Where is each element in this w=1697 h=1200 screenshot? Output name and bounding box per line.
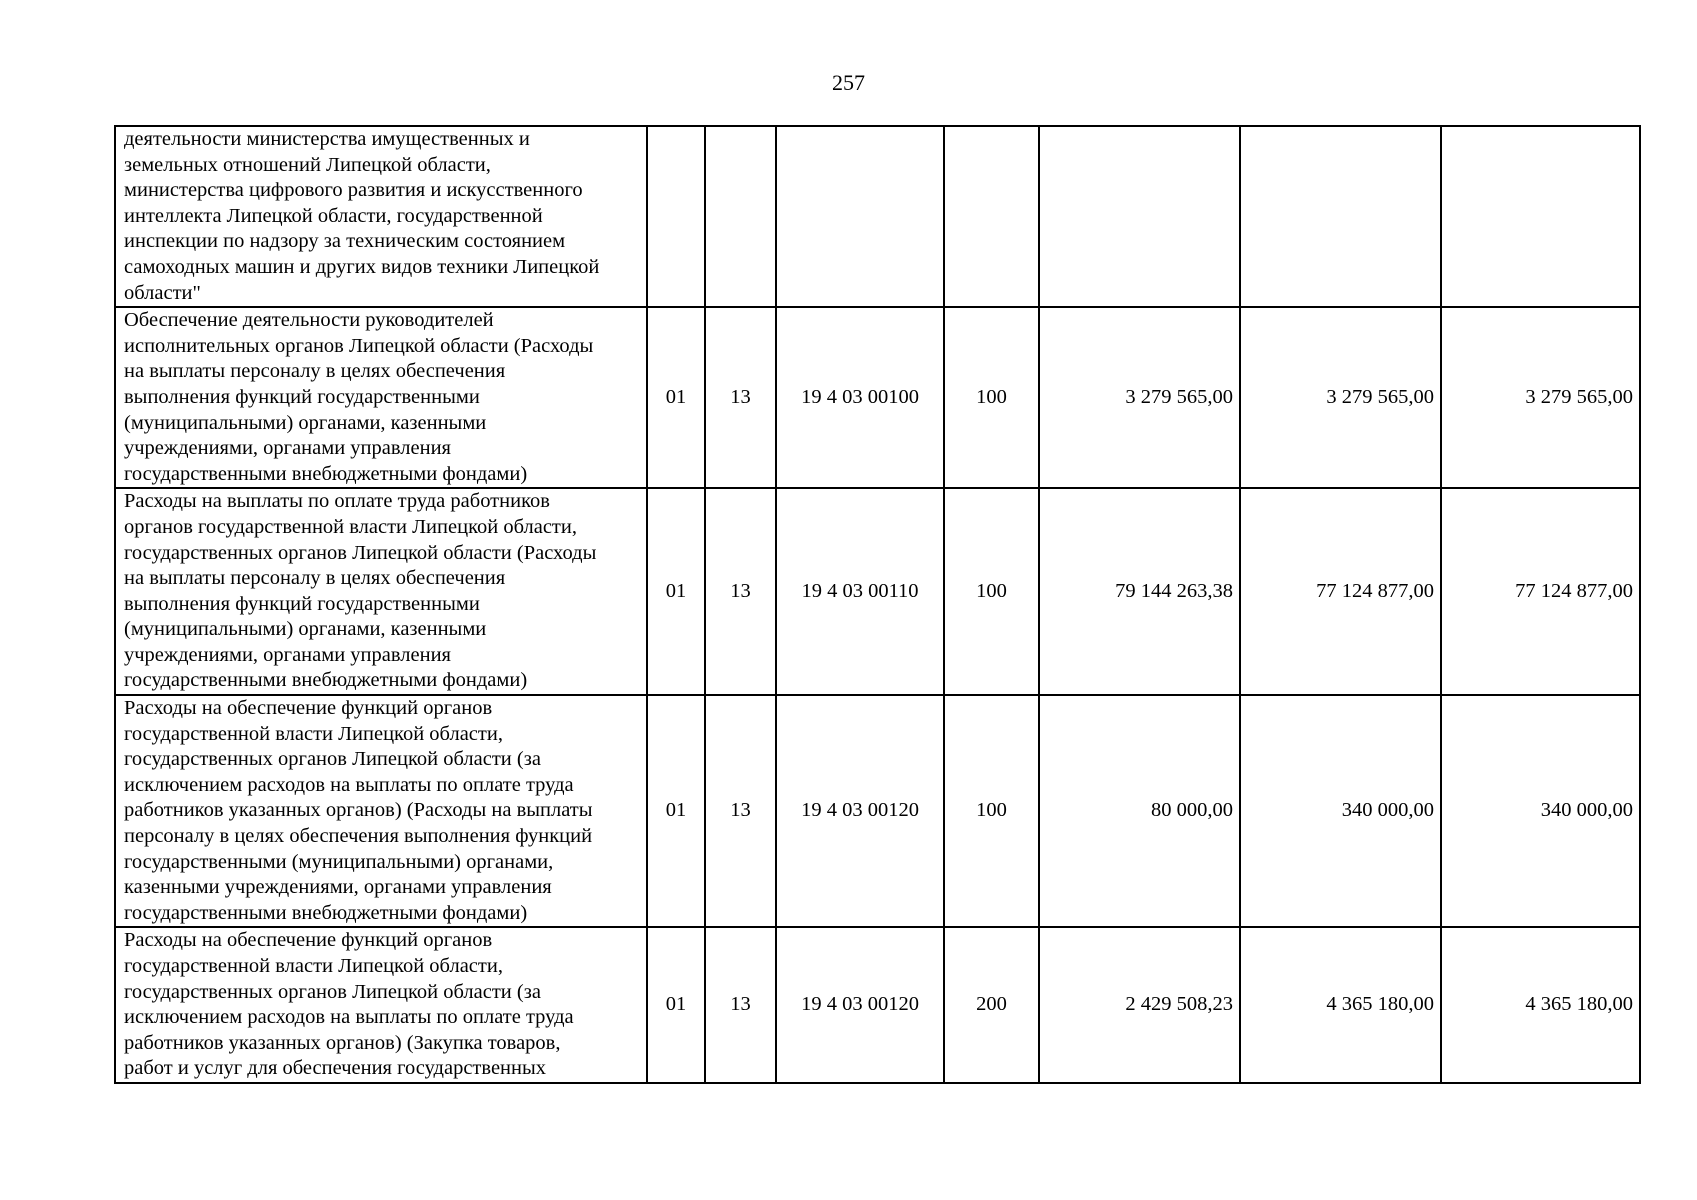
section-code-cell: 01 bbox=[647, 307, 705, 488]
subsection-code-cell bbox=[705, 126, 776, 307]
description-line: персоналу в целях обеспечения выполнения функций bbox=[124, 825, 593, 848]
description-line: исключением расходов на выплаты по оплате труда bbox=[124, 773, 574, 796]
description-line: государственными внебюджетными фондами) bbox=[124, 901, 528, 924]
amount-year2-cell: 3 279 565,00 bbox=[1240, 307, 1441, 488]
description-line: учреждениями, органами управления bbox=[124, 643, 451, 666]
description-line: исключением расходов на выплаты по оплате труда bbox=[124, 1006, 574, 1029]
expense-type-cell bbox=[944, 126, 1039, 307]
amount-year1-cell: 80 000,00 bbox=[1039, 695, 1240, 927]
table-row bbox=[115, 927, 1640, 1083]
expense-type-cell: 200 bbox=[944, 927, 1039, 1083]
description-line: выполнения функций государственными bbox=[124, 592, 480, 615]
budget-table bbox=[114, 125, 1641, 1084]
expense-type-cell: 100 bbox=[944, 307, 1039, 488]
target-article-cell: 19 4 03 00110 bbox=[776, 488, 944, 695]
expense-type-cell: 100 bbox=[944, 488, 1039, 695]
description-line: (муниципальными) органами, казенными bbox=[124, 618, 487, 641]
amount-year1-cell: 3 279 565,00 bbox=[1039, 307, 1240, 488]
description-line: на выплаты персоналу в целях обеспечения bbox=[124, 360, 506, 383]
description-line: инспекции по надзору за техническим состоянием bbox=[124, 230, 566, 253]
row-description bbox=[115, 126, 647, 307]
description-line: Расходы на обеспечение функций органов bbox=[124, 697, 493, 720]
section-code-cell bbox=[647, 126, 705, 307]
subsection-code-cell: 13 bbox=[705, 927, 776, 1083]
description-line: министерства цифрового развития и искусственного bbox=[124, 179, 583, 202]
description-line: государственными внебюджетными фондами) bbox=[124, 462, 528, 485]
description-line: государственной власти Липецкой области, bbox=[124, 722, 503, 745]
budget-table-body bbox=[115, 126, 1640, 1083]
description-line: Расходы на обеспечение функций органов bbox=[124, 929, 493, 952]
description-line: на выплаты персоналу в целях обеспечения bbox=[124, 567, 506, 590]
amount-year1-cell: 79 144 263,38 bbox=[1039, 488, 1240, 695]
row-description bbox=[115, 695, 647, 927]
expense-type-cell: 100 bbox=[944, 695, 1039, 927]
description-line: работ и услуг для обеспечения государственных bbox=[124, 1057, 547, 1080]
description-line: государственными (муниципальными) органами, bbox=[124, 850, 554, 873]
description-line: исполнительных органов Липецкой области (Расходы bbox=[124, 334, 594, 357]
description-line: интеллекта Липецкой области, государственной bbox=[124, 204, 543, 227]
page-number: 257 bbox=[832, 70, 865, 95]
target-article-cell bbox=[776, 126, 944, 307]
table-row bbox=[115, 126, 1640, 307]
description-line: государственной власти Липецкой области, bbox=[124, 955, 503, 977]
table-row bbox=[115, 307, 1640, 488]
subsection-code-cell: 13 bbox=[705, 488, 776, 695]
subsection-code-cell: 13 bbox=[705, 695, 776, 927]
section-code-cell: 01 bbox=[647, 488, 705, 695]
amount-year2-cell: 4 365 180,00 bbox=[1240, 927, 1441, 1083]
target-article-cell: 19 4 03 00120 bbox=[776, 927, 944, 1083]
amount-year3-cell: 340 000,00 bbox=[1441, 695, 1640, 927]
row-description bbox=[115, 307, 647, 488]
description-line: самоходных машин и других видов техники Липецкой bbox=[124, 255, 600, 278]
description-line: Обеспечение деятельности руководителей bbox=[124, 309, 494, 332]
description-line: учреждениями, органами управления bbox=[124, 437, 451, 460]
description-line: государственных органов Липецкой области (Расходы bbox=[124, 541, 597, 564]
amount-year2-cell bbox=[1240, 126, 1441, 307]
target-article-cell: 19 4 03 00100 bbox=[776, 307, 944, 488]
description-line: государственными внебюджетными фондами) bbox=[124, 669, 528, 692]
amount-year1-cell: 2 429 508,23 bbox=[1039, 927, 1240, 1083]
row-description bbox=[115, 927, 647, 1083]
amount-year2-cell: 77 124 877,00 bbox=[1240, 488, 1441, 695]
amount-year3-cell: 77 124 877,00 bbox=[1441, 488, 1640, 695]
description-line: выполнения функций государственными bbox=[124, 385, 480, 408]
amount-year3-cell bbox=[1441, 126, 1640, 307]
target-article-cell: 19 4 03 00120 bbox=[776, 695, 944, 927]
description-line: государственных органов Липецкой области (за bbox=[124, 980, 541, 1003]
description-line: земельных отношений Липецкой области, bbox=[124, 153, 491, 176]
description-line: органов государственной власти Липецкой области, bbox=[124, 515, 577, 538]
table-row bbox=[115, 488, 1640, 695]
subsection-code-cell: 13 bbox=[705, 307, 776, 488]
description-line: государственных органов Липецкой области (за bbox=[124, 748, 541, 771]
description-line: деятельности министерства имущественных и bbox=[124, 128, 530, 150]
table-row bbox=[115, 695, 1640, 927]
amount-year2-cell: 340 000,00 bbox=[1240, 695, 1441, 927]
description-line: казенными учреждениями, органами управления bbox=[124, 876, 552, 899]
description-line: Расходы на выплаты по оплате труда работников bbox=[124, 490, 550, 513]
row-description bbox=[115, 488, 647, 695]
description-line: (муниципальными) органами, казенными bbox=[124, 411, 487, 434]
section-code-cell: 01 bbox=[647, 695, 705, 927]
description-line: работников указанных органов) (Расходы на выплаты bbox=[124, 799, 593, 822]
section-code-cell: 01 bbox=[647, 927, 705, 1083]
description-line: работников указанных органов) (Закупка товаров, bbox=[124, 1031, 561, 1054]
amount-year3-cell: 4 365 180,00 bbox=[1441, 927, 1640, 1083]
description-line: области" bbox=[124, 281, 201, 304]
amount-year1-cell bbox=[1039, 126, 1240, 307]
amount-year3-cell: 3 279 565,00 bbox=[1441, 307, 1640, 488]
